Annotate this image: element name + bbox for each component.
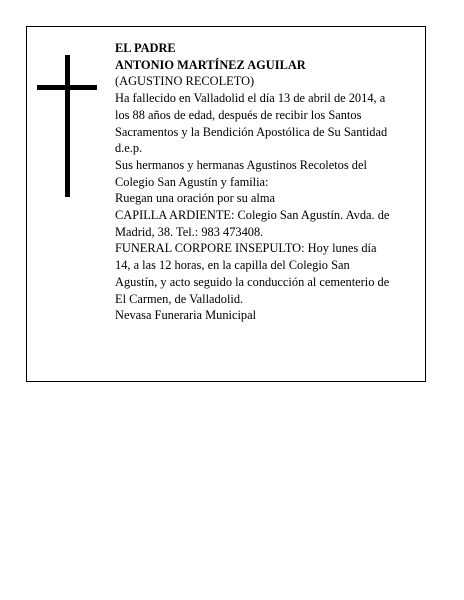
death-announcement-line-2: los 88 años de edad, después de recibir los Santos — [115, 107, 362, 122]
death-announcement-line-3: Sacramentos y la Bendición Apostólica de Su Santidad — [115, 124, 388, 139]
death-announcement-line-1: Ha fallecido en Valladolid el día 13 de abril de 2014, a — [115, 91, 386, 106]
funeral-info-line-3: Agustín, y acto seguido la conducción al cementerio de — [115, 274, 390, 289]
mourners-line-2: Colegio San Agustín y familia: — [115, 174, 269, 189]
latin-cross-icon — [37, 55, 97, 197]
prayer-request: Ruegan una oración por su alma — [115, 191, 275, 206]
funeral-info-line-1: FUNERAL CORPORE INSEPULTO: Hoy lunes día — [115, 241, 377, 256]
cross-horizontal-bar — [37, 85, 97, 90]
mourners-line-1: Sus hermanos y hermanas Agustinos Recoletos del — [115, 157, 367, 172]
obituary-text — [115, 40, 421, 324]
funeral-home: Nevasa Funeraria Municipal — [115, 308, 257, 323]
funeral-info-line-2: 14, a las 12 horas, en la capilla del Colegio San — [115, 258, 350, 273]
religious-order: (AGUSTINO RECOLETO) — [115, 74, 255, 89]
rip-line: d.e.p. — [115, 141, 143, 156]
cross-vertical-bar — [65, 55, 70, 197]
chapel-info-line-2: Madrid, 38. Tel.: 983 473408. — [115, 224, 264, 239]
funeral-info-line-4: El Carmen, de Valladolid. — [115, 291, 244, 306]
obituary-notice — [26, 26, 426, 382]
title-line: EL PADRE — [115, 41, 176, 55]
chapel-info-line-1: CAPILLA ARDIENTE: Colegio San Agustín. Avda. de — [115, 208, 390, 223]
deceased-name: ANTONIO MARTÍNEZ AGUILAR — [115, 57, 306, 72]
